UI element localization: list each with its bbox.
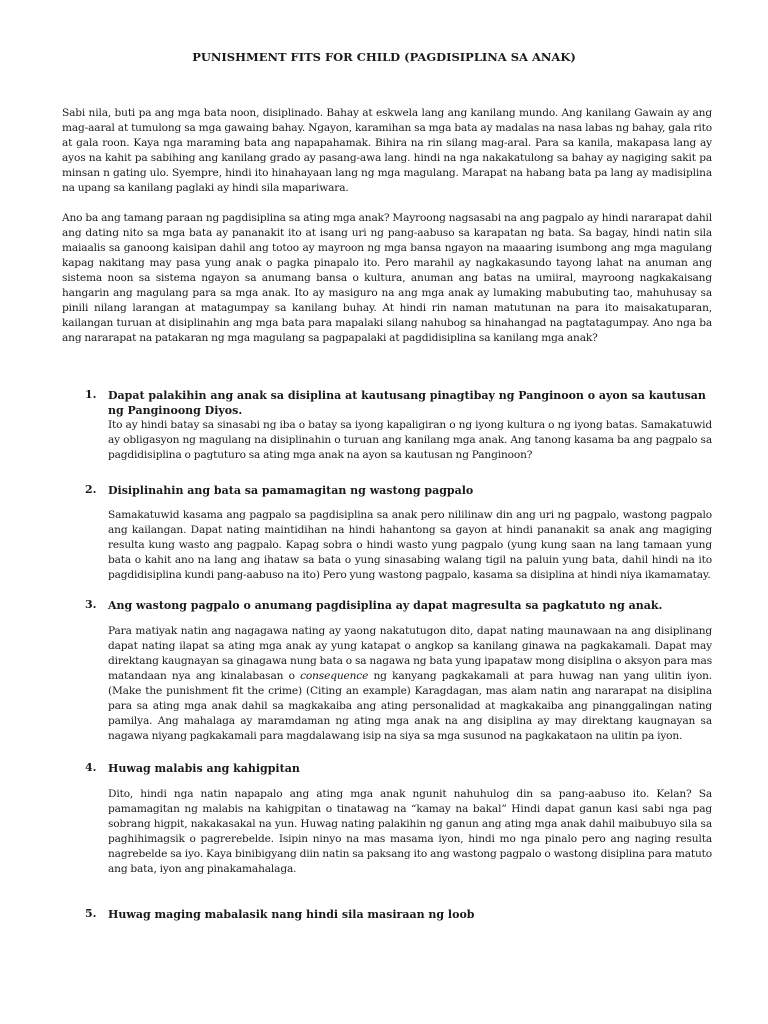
item-1-heading: Dapat palakihin ang anak sa disiplina at kautusang pinagtibay ng Panginoon o ayon sa kautusan ng Panginoong Diyos.: [108, 389, 706, 417]
item-2-body: Samakatuwid kasama ang pagpalo sa pagdisiplina sa anak pero nililinaw din ang uri ng pagpalo, wastong pagpalo ang kailangan. Dapat nating maintidihan na hindi hahantong sa gayon at hindi pananakit sa anak ang magiging resulta kung wasto ang pagpalo. Kapag sobra o hindi wasto yung pagpalo (yung kung saan na lang tamaan yung bata o kahit ano na lang ang ihataw sa bata o yung sinasabing walang tigil na paluin yung bata, dahil hindi na ito pagdidisiplina kundi pang-aabuso na ito) Pero yung wastong pagpalo, kasama sa disiplina at hindi niya ikamamatay.: [108, 509, 712, 581]
item-2-number: 2.: [85, 483, 97, 496]
item-3-number: 3.: [85, 598, 97, 611]
item-5-heading: Huwag maging mabalasik nang hindi sila masiraan ng loob: [108, 908, 475, 921]
item-2-heading: Disiplinahin ang bata sa pamamagitan ng wastong pagpalo: [108, 484, 474, 497]
item-4-number: 4.: [85, 761, 97, 774]
item-3-body: [108, 624, 712, 744]
item-3-body-text-before: Para matiyak natin ang nagagawa nating ay yaong nakatutugon dito, dapat nating maunawaan na ang disiplinang dapat nating ilapat sa ating mga anak ay yung katapat o angkop sa kanilang ginawa na pagkakamali. Dapat may direktang kaugnayan sa ginagawa nung bata o sa nagawa ng bata yung ipapataw mong disiplina o aksyon para mas matandaan nya ang kinalabasan o: [108, 625, 712, 682]
item-3-body-emphasis: consequence: [300, 670, 369, 682]
item-4-heading: Huwag malabis ang kahigpitan: [108, 762, 300, 775]
item-5-number: 5.: [85, 907, 97, 920]
item-1-number: 1.: [85, 388, 97, 401]
intro-paragraph-2: Ano ba ang tamang paraan ng pagdisiplina sa ating mga anak? Mayroong nagsasabi na ang pagpalo ay hindi nararapat dahil ang dating nito sa mga bata ay pananakit ito at isang uri ng pang-aabuso sa karapatan ng bata. Sa bagay, hindi natin sila maiaalis sa ganoong kaisipan dahil ang totoo ay mayroon ng mga bansa ngayon na maaaring isumbong ang mga magulang kapag nakitang may pasa yung anak o pagka pinapalo ito. Pero marahil ay nagkakasundo tayong lahat na anuman ang sistema noon sa sistema ngayon sa anumang bansa o kultura, anuman ang batas na umiiral, mayroong nagkakaisang hangarin ang magulang para sa mga anak. Ito ay masiguro na ang mga anak ay lumaking mabubuting tao, mahuhusay sa pinili nilang larangan at matagumpay sa kanilang buhay. At hindi rin naman matutunan na para ito maisakatuparan, kailangan turuan at disiplinahin ang mga bata para mapalaki silang nahubog sa hinahangad na pagtatagumpay. Ano nga ba ang nararapat na patakaran ng mga magulang sa pagpapalaki at pagdidisiplina sa kanilang mga anak?: [62, 212, 712, 344]
item-3-heading: Ang wastong pagpalo o anumang pagdisiplina ay dapat magresulta sa pagkatuto ng anak.: [108, 599, 663, 612]
item-3-body-text-after: ng kanyang pagkakamali at para huwag nan yang ulitin iyon. (Make the punishment fit the crime) (Citing an example) Karagdagan, mas alam natin ang nararapat na disiplina para sa ating mga anak dahil sa magkakaiba ang ating personalidad at magkakaiba ang pinanggalingan nating pamilya. Ang mahalaga ay maramdaman ng ating mga anak na ang disiplina ay may direktang kaugnayan sa nagawa niyang pagkakamali para magdalawang isip na siya sa mga susunod na pagkakataon na ulitin pa iyon.: [108, 670, 712, 742]
document-title: PUNISHMENT FITS FOR CHILD (PAGDISIPLINA SA ANAK): [192, 50, 576, 64]
intro-paragraph-1: Sabi nila, buti pa ang mga bata noon, disiplinado. Bahay at eskwela lang ang kanilang mundo. Ang kanilang Gawain ay ang mag-aaral at tumulong sa mga gawaing bahay. Ngayon, karamihan sa mga bata ay madalas na nasa labas ng bahay, gala rito at gala roon. Kaya nga maraming bata ang napapahamak. Bihira na rin silang mag-aral. Para sa kanila, makapasa lang ay ayos na kahit pa sabihing ang kanilang grado ay pasang-awa lang. hindi na nga nakakatulong sa bahay ay nagiging sakit pa minsan n gating ulo. Syempre, hindi ito hinahayaan lang ng mga magulang. Marapat na habang bata pa lang ay madisiplina na upang sa kanilang paglaki ay hindi sila mapariwara.: [62, 107, 712, 194]
item-1-body: Ito ay hindi batay sa sinasabi ng iba o batay sa iyong kapaligiran o ng iyong kultura o ng iyong batas. Samakatuwid ay obligasyon ng magulang na disiplinahin o turuan ang kanilang mga anak. Ang tanong kasama ba ang pagpalo sa pagdidisiplina o pagtuturo sa ating mga anak na ayon sa kautusan ng Panginoon?: [108, 419, 712, 461]
item-4-body: Dito, hindi nga natin napapalo ang ating mga anak ngunit nahuhulog din sa pang-aabuso ito. Kelan? Sa pamamagitan ng malabis na kahigpitan o tinatawag na “kamay na bakal” Hindi dapat ganun kasi sabi nga pag sobrang higpit, nakakasakal na yun. Huwag nating palakihin ng ganun ang ating mga anak dahil maibubuyo sila sa paghihimagsik o pagrerebelde. Isipin ninyo na mas masama iyon, hindi mo nga pinalo pero ang naging resulta nagrebelde sa iyo. Kaya binibigyang diin natin sa paksang ito ang wastong pagpalo o wastong disiplina para matuto ang bata, iyon ang pinakamahalaga.: [108, 788, 712, 875]
